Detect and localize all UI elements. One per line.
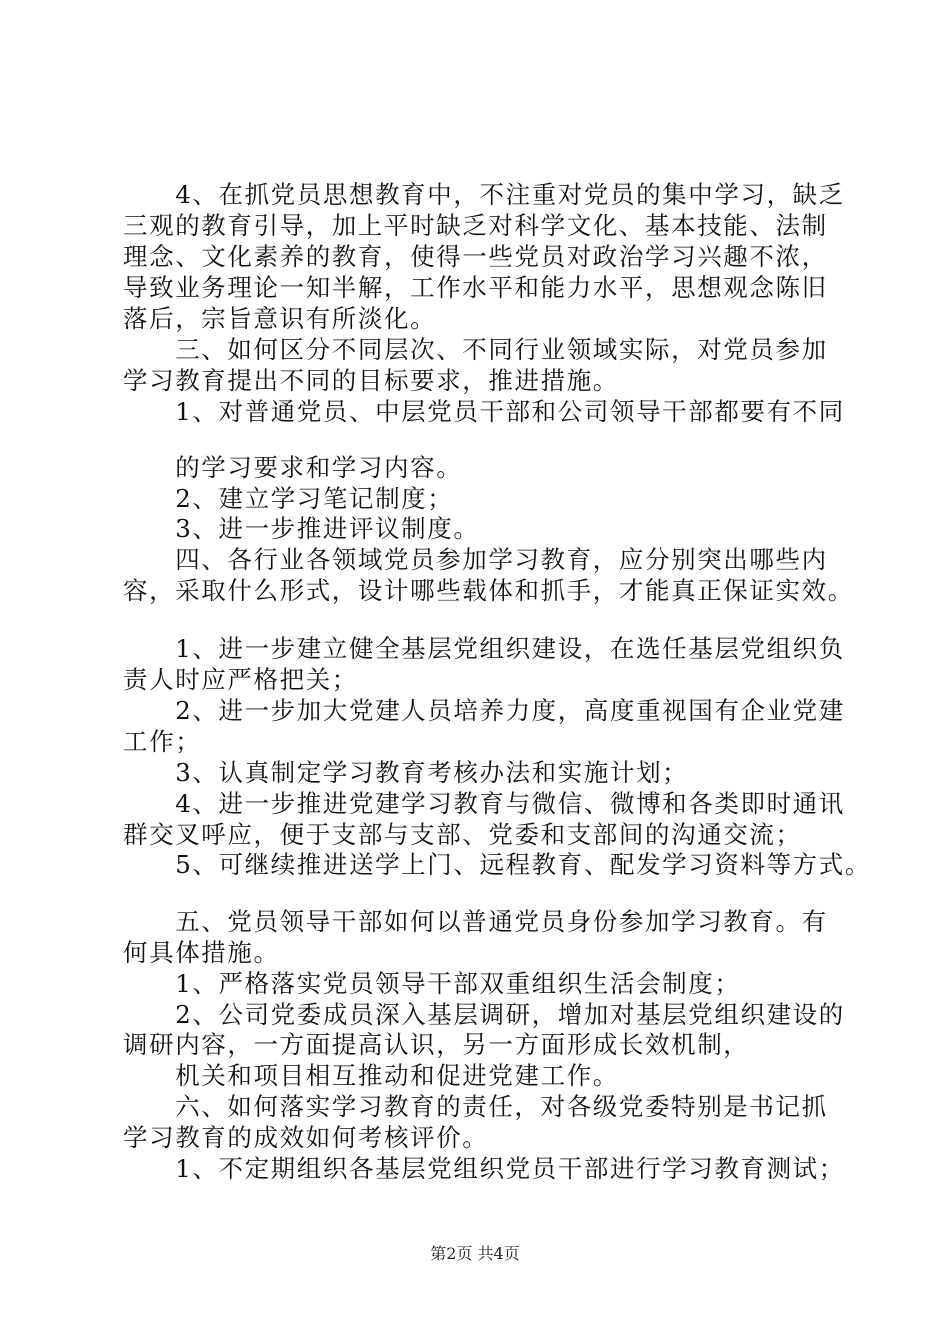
- text-line: 2、进一步加大党建人员培养力度，高度重视国有企业党建: [123, 696, 845, 725]
- section-heading-6: 六、如何落实学习教育的责任，对各级党委特别是书记抓: [123, 1092, 828, 1121]
- text-line: 的学习要求和学习内容。: [123, 453, 463, 482]
- text-line: 理念、文化素养的教育，使得一些党员对政治学习兴趣不浓，: [123, 242, 828, 271]
- text-line: 导致业务理论一知半解，工作水平和能力水平，思想观念陈旧: [123, 273, 828, 302]
- text-line: 学习教育的成效如何考核评价。: [123, 1123, 489, 1152]
- section-heading-4: 四、各行业各领域党员参加学习教育，应分别突出哪些内: [123, 545, 828, 574]
- text-line: 工作；: [123, 727, 202, 756]
- section-heading-5: 五、党员领导干部如何以普通党员身份参加学习教育。有: [123, 907, 828, 936]
- text-line: 1、对普通党员、中层党员干部和公司领导干部都要有不同: [123, 397, 845, 426]
- section-heading-3: 三、如何区分不同层次、不同行业领域实际，对党员参加: [123, 335, 828, 364]
- text-line: 2、建立学习笔记制度；: [123, 484, 454, 513]
- text-line: 3、进一步推进评议制度。: [123, 514, 480, 543]
- text-line: 1、严格落实党员领导干部双重组织生活会制度；: [123, 969, 741, 998]
- text-line: 4、进一步推进党建学习教育与微信、微博和各类即时通讯: [123, 789, 845, 818]
- text-line: 1、不定期组织各基层党组织党员干部进行学习教育测试；: [123, 1154, 845, 1183]
- text-line: 学习教育提出不同的目标要求，推进措施。: [123, 366, 619, 395]
- text-line: 容，采取什么形式，设计哪些载体和抓手，才能真正保证实效。: [123, 576, 854, 605]
- text-line: 何具体措施。: [123, 938, 280, 967]
- page-footer: 第2页 共4页: [430, 1244, 520, 1263]
- text-line: 调研内容，一方面提高认识，另一方面形成长效机制，: [123, 1030, 750, 1059]
- text-line: 1、进一步建立健全基层党组织建设，在选任基层党组织负: [123, 634, 845, 663]
- text-line: 群交叉呼应，便于支部与支部、党委和支部间的沟通交流；: [123, 820, 802, 849]
- text-line: 机关和项目相互推动和促进党建工作。: [123, 1061, 619, 1090]
- text-line: 责人时应严格把关；: [123, 665, 358, 694]
- text-line: 4、在抓党员思想教育中，不注重对党员的集中学习，缺乏: [123, 180, 845, 209]
- text-line: 2、公司党委成员深入基层调研，增加对基层党组织建设的: [123, 1000, 845, 1029]
- text-line: 三观的教育引导，加上平时缺乏对科学文化、基本技能、法制: [123, 211, 828, 240]
- text-line: 3、认真制定学习教育考核办法和实施计划；: [123, 758, 689, 787]
- text-line: 落后，宗旨意识有所淡化。: [123, 304, 437, 333]
- text-line: 5、可继续推进送学上门、远程教育、配发学习资料等方式。: [123, 850, 871, 879]
